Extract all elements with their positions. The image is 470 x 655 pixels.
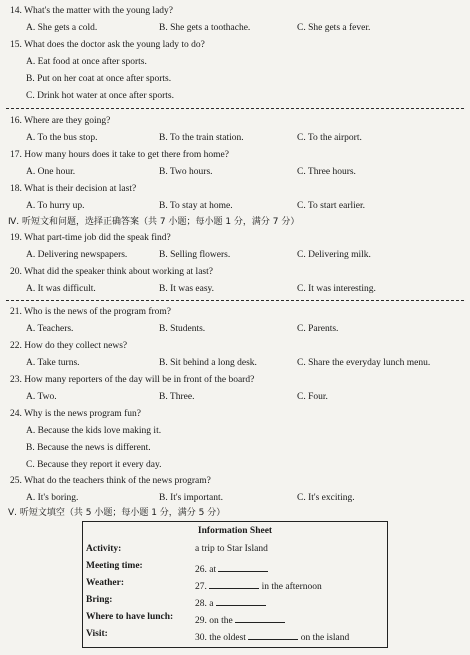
info-value — [195, 562, 268, 576]
option-c: C. Delivering milk. — [297, 250, 371, 260]
info-text: a trip to Star Island — [195, 544, 268, 554]
question-stem: 15. What does the doctor ask the young lady to do? — [10, 40, 205, 50]
option-c: C. Because they report it every day. — [26, 460, 162, 470]
option-c: C. Share the everyday lunch menu. — [297, 358, 431, 368]
info-row-activity — [83, 545, 387, 559]
info-value — [195, 596, 266, 610]
question-stem: 22. How do they collect news? — [10, 341, 128, 351]
section-heading-iv: Ⅳ. 听短文和问题，选择正确答案（共 7 小题；每小题 1 分，满分 7 分） — [8, 217, 300, 227]
info-value — [195, 579, 322, 593]
option-b: B. Sit behind a long desk. — [159, 358, 257, 368]
info-text-after: in the afternoon — [261, 582, 322, 592]
answer-blank-29[interactable] — [235, 613, 285, 623]
option-b: B. Because the news is different. — [26, 443, 151, 453]
option-b: B. Students. — [159, 324, 206, 334]
option-a: A. One hour. — [26, 167, 76, 177]
info-label: Bring: — [86, 595, 113, 605]
info-text-after: on the island — [300, 633, 350, 643]
answer-blank-30[interactable] — [248, 630, 298, 640]
answer-blank-28[interactable] — [216, 596, 266, 606]
option-a: A. She gets a cold. — [26, 23, 98, 33]
info-value — [195, 630, 349, 644]
info-label: Where to have lunch: — [86, 612, 174, 622]
info-row-bring — [83, 596, 387, 610]
option-a: A. Two. — [26, 392, 57, 402]
question-stem: 25. What do the teachers think of the news program? — [10, 476, 211, 486]
info-text: 29. on the — [195, 616, 233, 626]
option-c: C. Three hours. — [297, 167, 356, 177]
option-c: C. Parents. — [297, 324, 339, 334]
option-c: C. To the airport. — [297, 133, 362, 143]
option-c: C. Drink hot water at once after sports. — [26, 91, 174, 101]
question-stem: 20. What did the speaker think about working at last? — [10, 267, 213, 277]
option-a: A. To the bus stop. — [26, 133, 98, 143]
section-heading-v: Ⅴ. 听短文填空（共 5 小题；每小题 1 分，满分 5 分） — [8, 508, 226, 518]
question-stem: 21. Who is the news of the program from? — [10, 307, 172, 317]
info-text: 27. — [195, 582, 207, 592]
info-row-weather — [83, 579, 387, 593]
info-sheet-title: Information Sheet — [197, 526, 273, 536]
option-b: B. Three. — [159, 392, 195, 402]
info-row-lunch — [83, 613, 387, 627]
info-value — [195, 613, 285, 627]
answer-blank-27[interactable] — [209, 579, 259, 589]
section-divider — [6, 108, 464, 109]
option-b: B. It's important. — [159, 493, 223, 503]
question-stem: 18. What is their decision at last? — [10, 184, 137, 194]
option-a: A. Eat food at once after sports. — [26, 57, 147, 67]
option-a: A. To hurry up. — [26, 201, 85, 211]
info-row-visit — [83, 630, 387, 644]
info-text: 30. the oldest — [195, 633, 246, 643]
question-stem: 16. Where are they going? — [10, 116, 111, 126]
option-a: A. Because the kids love making it. — [26, 426, 162, 436]
info-row-meeting-time — [83, 562, 387, 576]
question-stem: 14. What's the matter with the young lady? — [10, 6, 173, 16]
option-a: A. Take turns. — [26, 358, 80, 368]
option-b: B. Selling flowers. — [159, 250, 231, 260]
option-c: C. She gets a fever. — [297, 23, 371, 33]
info-value — [195, 545, 268, 555]
option-b: B. Put on her coat at once after sports. — [26, 74, 172, 84]
option-c: C. It's exciting. — [297, 493, 355, 503]
answer-blank-26[interactable] — [218, 562, 268, 572]
option-c: C. Four. — [297, 392, 328, 402]
information-sheet — [82, 521, 388, 648]
option-c: C. It was interesting. — [297, 284, 376, 294]
option-b: B. To the train station. — [159, 133, 244, 143]
option-b: B. It was easy. — [159, 284, 215, 294]
section-divider — [6, 300, 464, 301]
option-a: A. Delivering newspapers. — [26, 250, 128, 260]
question-stem: 19. What part-time job did the speak find? — [10, 233, 171, 243]
info-label: Meeting time: — [86, 561, 143, 571]
option-b: B. Two hours. — [159, 167, 213, 177]
option-b: B. She gets a toothache. — [159, 23, 251, 33]
question-stem: 24. Why is the news program fun? — [10, 409, 141, 419]
info-label: Activity: — [86, 544, 122, 554]
option-b: B. To stay at home. — [159, 201, 233, 211]
info-text: 26. at — [195, 565, 217, 575]
option-a: A. It's boring. — [26, 493, 79, 503]
info-label: Visit: — [86, 629, 108, 639]
info-text: 28. a — [195, 599, 214, 609]
option-c: C. To start earlier. — [297, 201, 366, 211]
question-stem: 17. How many hours does it take to get there from home? — [10, 150, 229, 160]
question-stem: 23. How many reporters of the day will be in front of the board? — [10, 375, 255, 385]
option-a: A. It was difficult. — [26, 284, 96, 294]
info-label: Weather: — [86, 578, 124, 588]
option-a: A. Teachers. — [26, 324, 74, 334]
